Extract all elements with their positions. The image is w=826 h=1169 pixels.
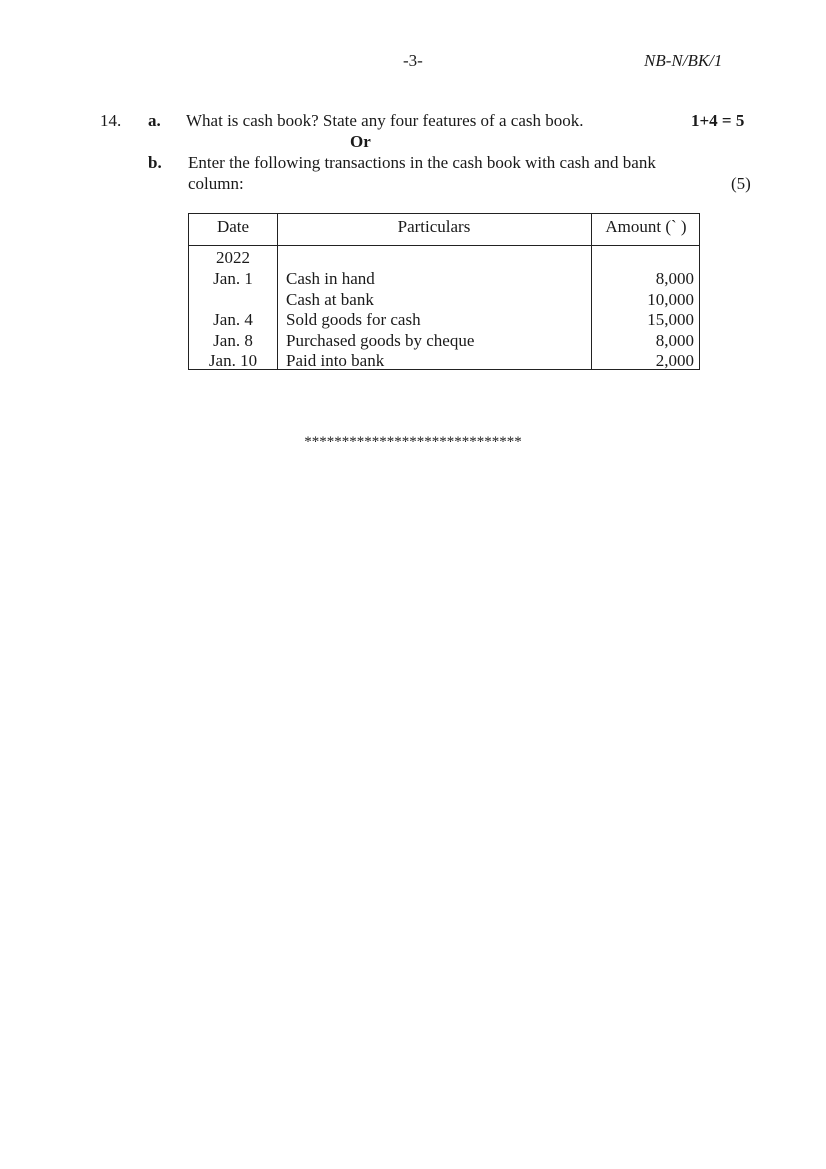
row-amount: 2,000 [655,351,694,370]
row-particulars: Cash at bank [286,290,374,309]
row-particulars: Sold goods for cash [286,310,421,329]
paper-code: NB-N/BK/1 [644,51,723,70]
row-date: Jan. 4 [213,310,253,329]
row-amount: 8,000 [655,331,694,350]
row-particulars: Cash in hand [286,269,375,288]
part-a-marks: 1+4 = 5 [691,111,745,130]
transactions-table [188,213,700,370]
column-divider [277,214,278,369]
part-b-text-line2: column: [188,174,244,193]
header-particulars: Particulars [397,217,471,236]
part-b-label: b. [148,153,162,172]
page-number: -3- [403,51,423,70]
part-b-marks: (5) [731,174,751,193]
row-date: Jan. 1 [213,269,253,288]
header-amount: Amount (` ) [605,217,687,236]
question-number: 14. [100,111,122,130]
part-a-label: a. [148,111,161,130]
row-particulars: Paid into bank [286,351,385,370]
part-b-text-line1: Enter the following transactions in the cash book with cash and bank [188,153,656,172]
row-date: Jan. 8 [213,331,253,350]
header-date: Date [216,217,250,236]
header-divider [189,245,699,246]
or-separator: Or [350,132,371,151]
row-amount: 15,000 [647,310,694,329]
row-amount: 8,000 [655,269,694,288]
row-particulars: Purchased goods by cheque [286,331,475,350]
end-of-paper-marker: ***************************** [304,434,522,450]
row-date: Jan. 10 [208,351,258,370]
row-date: 2022 [216,248,250,267]
part-a-text: What is cash book? State any four features of a cash book. [186,111,584,130]
row-amount: 10,000 [647,290,694,309]
